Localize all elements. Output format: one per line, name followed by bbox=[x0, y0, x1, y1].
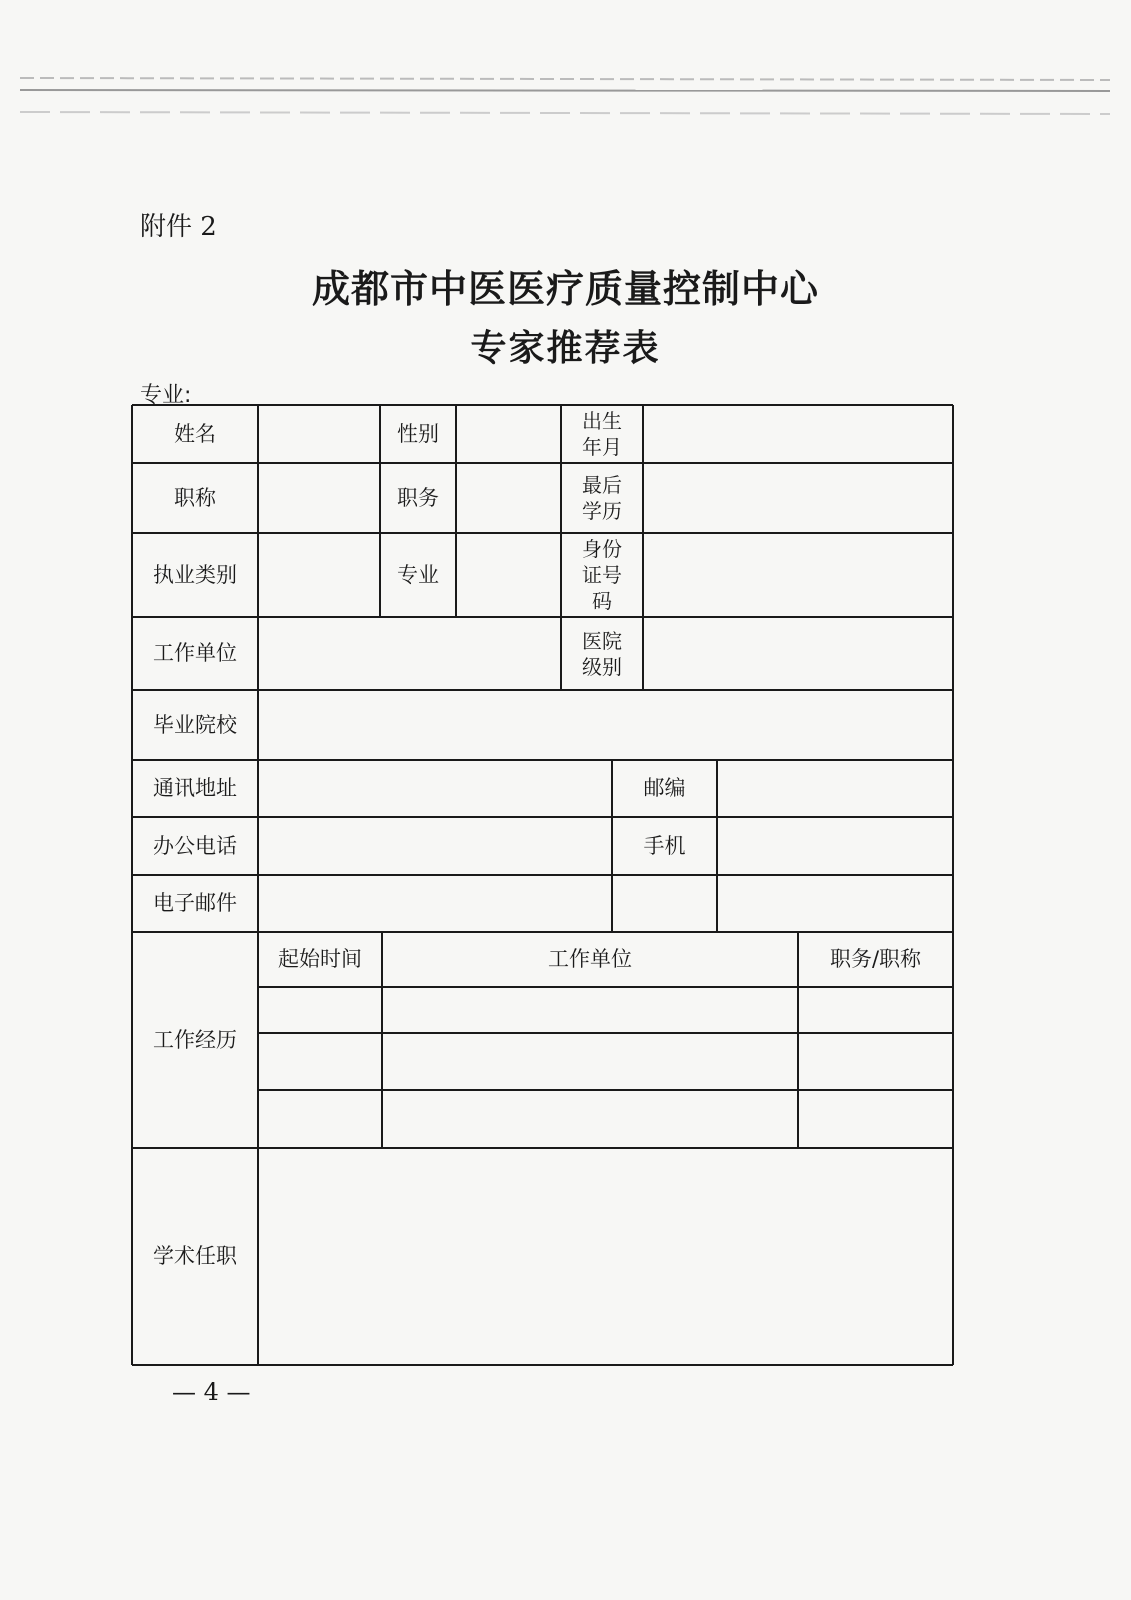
name-field[interactable] bbox=[258, 405, 380, 463]
history-row-2-start[interactable] bbox=[258, 1033, 382, 1090]
graduate-school-field[interactable] bbox=[258, 690, 953, 760]
gender-field[interactable] bbox=[456, 405, 561, 463]
address-field[interactable] bbox=[258, 760, 612, 817]
page-title: 成都市中医医疗质量控制中心 bbox=[311, 266, 819, 311]
history-row-3-unit[interactable] bbox=[382, 1090, 798, 1148]
education-field[interactable] bbox=[643, 463, 953, 533]
history-row-3-start[interactable] bbox=[258, 1090, 382, 1148]
mobile-field[interactable] bbox=[717, 817, 953, 875]
hospital-level-field[interactable] bbox=[643, 617, 953, 690]
email-extra-field-b[interactable] bbox=[717, 875, 953, 932]
practice-type-label: 执业类别 bbox=[153, 562, 237, 587]
history-unit-header: 工作单位 bbox=[548, 947, 632, 971]
mobile-label: 手机 bbox=[643, 833, 686, 858]
page-subtitle: 专家推荐表 bbox=[470, 327, 661, 369]
work-history-label: 工作经历 bbox=[153, 1027, 237, 1052]
work-unit-label: 工作单位 bbox=[153, 641, 237, 665]
history-row-2-unit[interactable] bbox=[382, 1033, 798, 1090]
history-row-3-position[interactable] bbox=[798, 1090, 953, 1148]
major-label: 专业: bbox=[140, 383, 192, 408]
page-number: — 4 — bbox=[172, 1378, 251, 1406]
birth-label: 出生 年月 bbox=[582, 409, 622, 459]
graduate-school-label: 毕业院校 bbox=[153, 712, 237, 737]
id-number-label: 身份 证号 码 bbox=[582, 537, 622, 613]
hospital-level-label: 医院 级别 bbox=[582, 628, 622, 679]
history-position-header: 职务/职称 bbox=[829, 947, 922, 971]
practice-type-field[interactable] bbox=[258, 533, 380, 617]
postcode-label: 邮编 bbox=[643, 776, 686, 800]
work-unit-field[interactable] bbox=[258, 617, 561, 690]
education-label: 最后 学历 bbox=[582, 473, 622, 523]
academic-positions-field[interactable] bbox=[258, 1148, 953, 1365]
email-field[interactable] bbox=[258, 875, 612, 932]
email-label: 电子邮件 bbox=[153, 891, 237, 915]
position-field[interactable] bbox=[456, 463, 561, 533]
gender-label: 性别 bbox=[397, 421, 439, 446]
email-extra-field-a[interactable] bbox=[612, 875, 717, 932]
history-row-2-position[interactable] bbox=[798, 1033, 953, 1090]
history-start-time-header: 起始时间 bbox=[278, 947, 362, 971]
specialty-label: 专业 bbox=[397, 562, 439, 587]
attachment-label: 附件 2 bbox=[140, 212, 217, 242]
postcode-field[interactable] bbox=[717, 760, 953, 817]
title-label: 职称 bbox=[174, 485, 216, 510]
history-row-1-start[interactable] bbox=[258, 987, 382, 1033]
history-row-1-position[interactable] bbox=[798, 987, 953, 1033]
history-row-1-unit[interactable] bbox=[382, 987, 798, 1033]
name-label: 姓名 bbox=[174, 421, 216, 446]
id-number-field[interactable] bbox=[643, 533, 953, 617]
academic-positions-label: 学术任职 bbox=[153, 1244, 237, 1268]
birth-field[interactable] bbox=[643, 405, 953, 463]
office-phone-field[interactable] bbox=[258, 817, 612, 875]
position-label: 职务 bbox=[397, 485, 439, 510]
address-label: 通讯地址 bbox=[153, 776, 237, 800]
title-field[interactable] bbox=[258, 463, 380, 533]
office-phone-label: 办公电话 bbox=[153, 833, 237, 858]
specialty-field[interactable] bbox=[456, 533, 561, 617]
